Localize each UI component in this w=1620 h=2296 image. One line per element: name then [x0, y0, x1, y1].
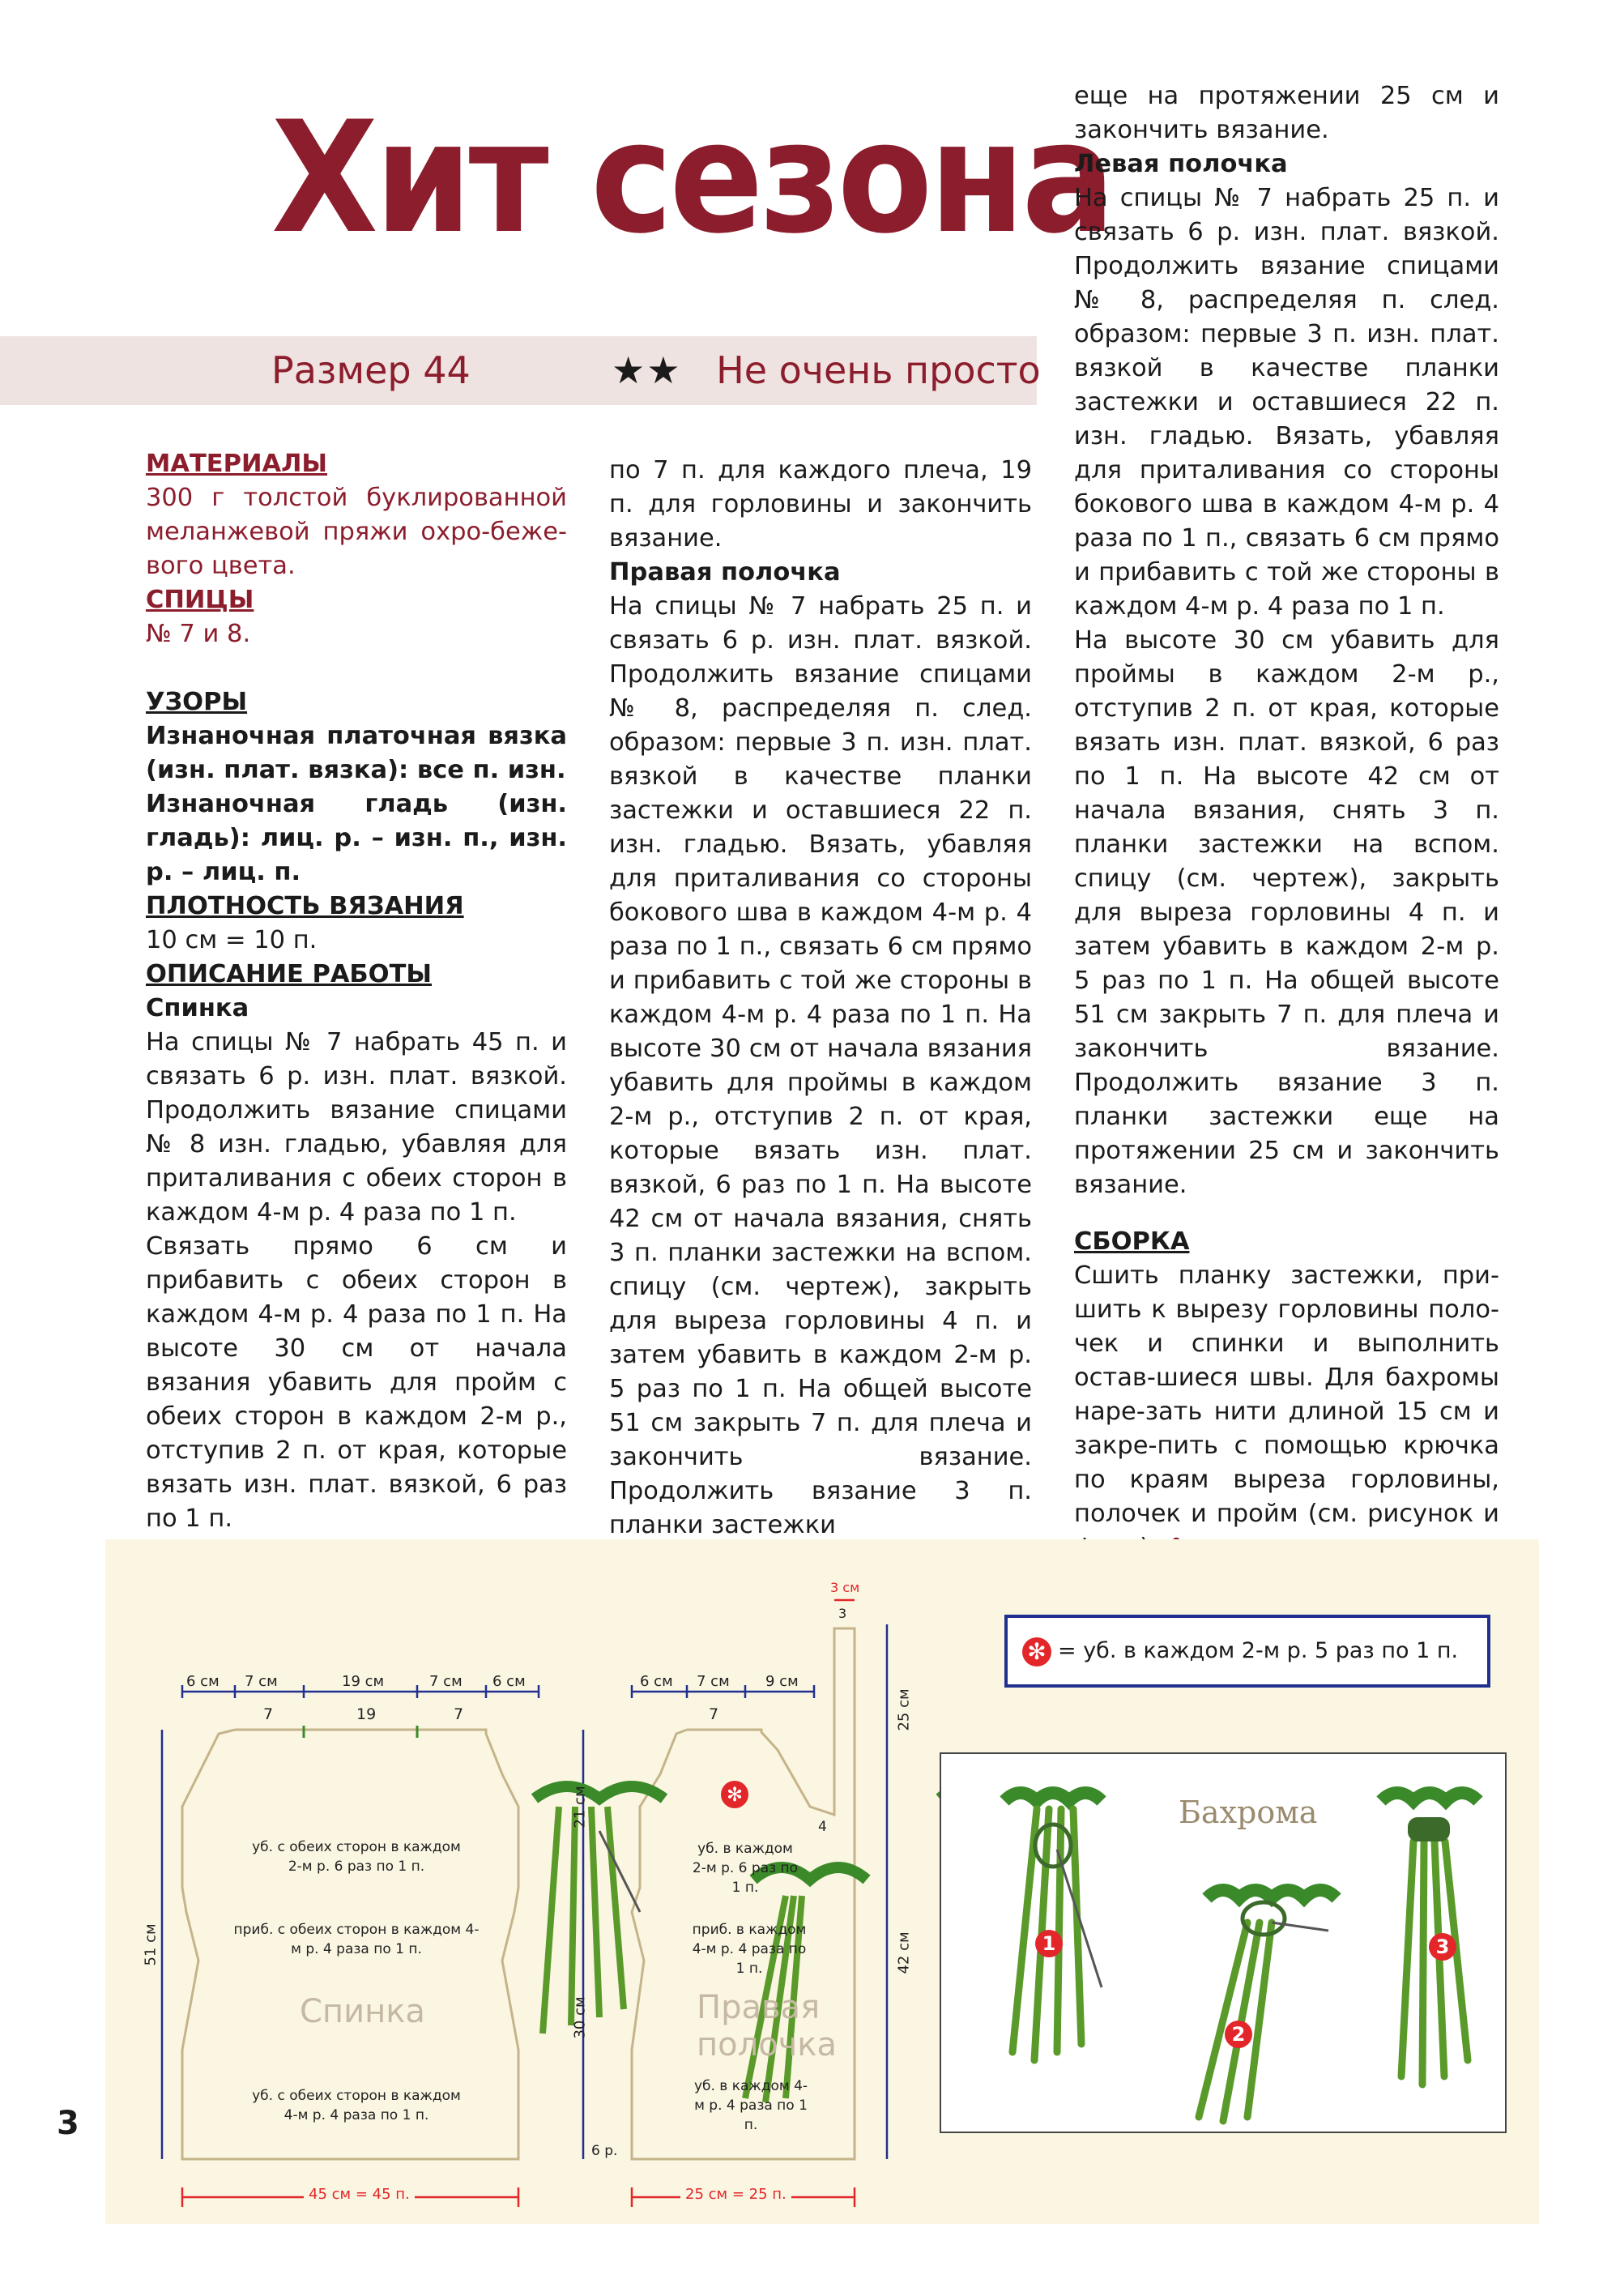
left-front-text-2: На высоте 30 см убавить для проймы в каждом 2-м р., отступив 2 п. от края, которые вязать изн. плат. вязкой, 6 раз по 1 п. На высоте 42 см от начала вязания, снять 3 п. планки застежки на вспом. спицу (см. чертеж), закрыть для выреза горловины 4 п. и затем убавить в каждом 2-м р. 5 раз по 1 п. На общей высоте 51 см закрыть 7 п. для плеча и закончить вязание. Продолжить вязание 3 п. планки застежки еще на протяжении 25 см и закончить вязание.	[1074, 626, 1499, 1199]
column-1	[146, 447, 567, 1570]
back-top-st-3: 7	[454, 1705, 464, 1723]
legend-text: = уб. в каждом 2-м р. 5 раз по 1 п.	[1058, 1638, 1459, 1663]
right-front-text: На спицы № 7 набрать 25 п. и связать 6 р. изн. плат. вязкой. Продолжить вязание спицами № 8, распределяя п. след. образом: первые 3 п. изн. плат. вязкой в качестве планки застежки и оставшиеся 22 п. изн. гладью. Вязать, убавляя для приталивания со стороны бокового шва в каждом 4-м р. 4 раза по 1 п., связать 6 см прямо и прибавить с той же стороны в каждом 4-м р. 4 раза по 1 п. На высоте 30 см от начала вязания убавить для проймы в каждом 2-м р., отступив 2 п. от края, которые вязать изн. плат. вязкой, 6 раз по 1 п. На высоте 42 см от начала вязания, снять 3 п. планки застежки на вспом. спицу (см. чертеж), закрыть для выреза горловины 4 п. и затем убавить в каждом 2-м р. 5 раз по 1 п. На общей высоте 51 см закрыть 7 п. для плеча и закончить вязание. Продолжить вязание 3 п. планки застежки	[609, 592, 1032, 1539]
front-four: 4	[818, 1819, 827, 1835]
back-note-2: приб. с обеих сторон в каждом 4-м р. 4 раза по 1 п.	[233, 1922, 480, 1957]
fringe-step-1-badge: 1	[1035, 1930, 1063, 1957]
needles-heading: СПИЦЫ	[146, 586, 254, 614]
left-front-heading: Левая полочка	[1074, 150, 1288, 178]
difficulty	[612, 348, 1041, 392]
density-heading: ПЛОТНОСТЬ ВЯЗАНИЯ	[146, 892, 464, 920]
back-name: Спинка	[300, 1993, 425, 2030]
size-label: Размер 44	[271, 348, 471, 392]
back-shoulder-marks	[304, 1726, 417, 1738]
front-height-42: 42 см	[895, 1931, 913, 1974]
column-2	[609, 454, 1032, 1543]
back-text-1: На спицы № 7 набрать 45 п. и связать 6 р. изн. плат. вязкой. Продолжить вязание спицами № 8 изн. гладью, убавляя для приталивания с обеих сторон в каждом 4-м р. 4 раза по 1 п.	[146, 1028, 567, 1227]
density-text: 10 см = 10 п.	[146, 926, 318, 954]
assembly-text: Сшить планку застежки, при-шить к вырезу горловины поло-чек и спинки и выполнить остав-шиеся швы. Для бахромы наре-зать нити длиной 15 см и закре-пить с помощью крючка по краям выреза горловины, полочек и пройм (см. рисунок и	[1074, 1259, 1499, 1565]
decrease-marker-icon: ✻	[1022, 1637, 1051, 1667]
difficulty-stars-icon: ★★	[612, 348, 682, 392]
decrease-marker-icon: ✻	[721, 1781, 748, 1808]
front-top-cm-3: 9 см	[765, 1673, 799, 1690]
fringe-step-1-drawing	[1004, 1793, 1102, 2060]
column-3	[1074, 79, 1499, 1565]
fringe-illustration-2	[745, 1867, 867, 2102]
back-text-cont: по 7 п. для каждого плеча, 19 п. для горловины и закончить вязание.	[609, 456, 1032, 553]
page-title: Хит сезона	[271, 88, 1112, 267]
description-heading: ОПИСАНИЕ РАБОТЫ	[146, 960, 433, 988]
right-front-cont: еще на протяжении 25 см и закончить вязание.	[1074, 82, 1499, 144]
back-top-cm-5: 6 см	[492, 1673, 526, 1690]
needles-text: № 7 и 8.	[146, 620, 251, 648]
back-top-cm-3: 19 см	[342, 1673, 385, 1690]
legend-box	[1004, 1615, 1490, 1688]
page-number: 3	[57, 2105, 79, 2142]
pattern-2: Изнаночная гладь (изн. гладь): лиц. р. – изн. п., изн. р. – лиц. п.	[146, 790, 567, 886]
front-top-cm-1: 6 см	[640, 1673, 673, 1690]
front-band-st: 3	[838, 1606, 847, 1621]
back-top-st-1: 7	[263, 1705, 274, 1723]
back-top-cm-4: 7 см	[429, 1673, 463, 1690]
front-note-1: уб. в каждом 2-м р. 6 раз по 1 п.	[692, 1841, 799, 1896]
fringe-step-2-badge: 2	[1225, 2021, 1252, 2048]
front-top-st: 7	[709, 1705, 719, 1723]
assembly-heading: СБОРКА	[1074, 1227, 1190, 1256]
materials-text: 300 г толстой буклированной меланжевой пряжи охро-беже-вого цвета.	[146, 484, 567, 580]
front-top-cm-2: 7 см	[697, 1673, 730, 1690]
back-bottom-label: 45 см = 45 п.	[304, 2186, 415, 2203]
front-height-21: 21 см	[571, 1786, 589, 1829]
front-height-30: 30 см	[571, 1996, 589, 2039]
patterns-heading: УЗОРЫ	[146, 688, 248, 716]
back-height: 51 см	[142, 1923, 160, 1966]
front-rows: 6 р.	[591, 2143, 618, 2159]
fringe-title: Бахрома	[1179, 1795, 1318, 1830]
front-bottom-label: 25 см = 25 п.	[680, 2186, 791, 2203]
back-note-3: уб. с обеих сторон в каждом 4-м р. 4 раза по 1 п.	[252, 2088, 461, 2123]
fringe-drawings	[940, 1752, 1507, 2133]
difficulty-label: Не очень просто	[716, 348, 1041, 392]
back-heading: Спинка	[146, 994, 249, 1022]
left-front-text-1: На спицы № 7 набрать 25 п. и связать 6 р. изн. плат. вязкой. Продолжить вязание спицами № 8, распределяя п. след. образом: первые 3 п. изн. плат. вязкой в качестве планки застежки и оставшиеся 22 п. изн. гладью. Вязать, убавляя для приталивания со стороны бокового шва в каждом 4-м р. 4 раза по 1 п., связать 6 см прямо и прибавить с той же стороны в каждом 4-м р. 4 раза по 1 п.	[1074, 184, 1499, 621]
materials-heading: МАТЕРИАЛЫ	[146, 450, 328, 478]
right-front-heading: Правая полочка	[609, 558, 841, 587]
back-note-1: уб. с обеих сторон в каждом 2-м р. 6 раз по 1 п.	[252, 1839, 461, 1875]
back-top-cm-2: 7 см	[245, 1673, 278, 1690]
fringe-illustration-1	[535, 1786, 664, 2034]
front-band-length: 25 см	[895, 1688, 913, 1731]
fringe-step-2-drawing	[1199, 1890, 1336, 2121]
fringe-step-3-badge: 3	[1429, 1933, 1456, 1961]
pattern-1: Изнаночная платочная вязка (изн. плат. вязка): все п. изн.	[146, 722, 567, 784]
front-name: Правая полочка	[697, 1989, 837, 2063]
front-band-cm: 3 см	[830, 1580, 860, 1595]
front-note-3: уб. в каждом 4-м р. 4 раза по 1 п.	[693, 2078, 808, 2133]
fringe-step-3-drawing	[1381, 1793, 1478, 2085]
back-text-2: Связать прямо 6 см и прибавить с обеих сторон в каждом 4-м р. 4 раза по 1 п. На высоте 30 см от начала вязания убавить для пройм с обеих сторон в каждом 2-м р., отступив 2 п. от края, которые вязать изн. плат. вязкой, 6 раз по 1 п.	[146, 1232, 567, 1533]
front-note-2: приб. в каждом 4-м р. 4 раза по 1 п.	[692, 1922, 807, 1977]
back-top-cm-1: 6 см	[186, 1673, 220, 1690]
back-top-st-2: 19	[356, 1705, 377, 1723]
